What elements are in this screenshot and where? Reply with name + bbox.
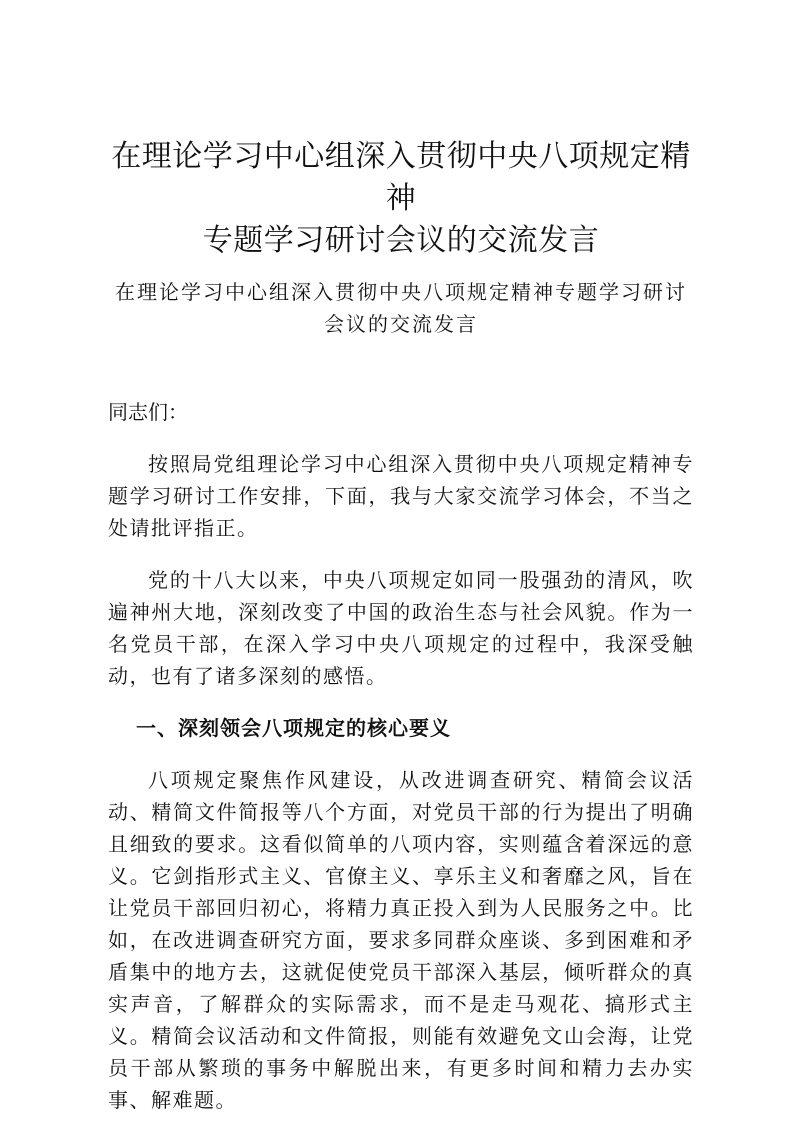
- salutation: 同志们：: [108, 400, 188, 424]
- background-paragraph: 党的十八大以来，中央八项规定如同一股强劲的清风，吹遍神州大地，深刻改变了中国的政治生态与社会风貌。作为一名党员干部，在深入学习中央八项规定的过程中，我深受触动，也有了诸多深刻的感悟。: [108, 568, 694, 688]
- document-title: [108, 136, 694, 262]
- title-line-2: 专题学习研讨会议的交流发言: [202, 223, 600, 258]
- intro-paragraph: 按照局党组理论学习中心组深入贯彻中央八项规定精神专题学习研讨工作安排，下面，我与大家交流学习体会，不当之处请批评指正。: [108, 452, 694, 540]
- section-heading-1: 一、深刻领会八项规定的核心要义: [136, 716, 451, 740]
- title-line-1: 在理论学习中心组深入贯彻中央八项规定精神: [111, 139, 691, 216]
- document-subtitle: 在理论学习中心组深入贯彻中央八项规定精神专题学习研讨会议的交流发言: [115, 280, 687, 336]
- section-1-paragraph: 八项规定聚焦作风建设，从改进调查研究、精简会议活动、精简文件简报等八个方面，对党员干部的行为提出了明确且细致的要求。这看似简单的八项内容，实则蕴含着深远的意义。它剑指形式主义、官僚主义、享乐主义和奢靡之风，旨在让党员干部回归初心，将精力真正投入到为人民服务之中。比如，在改进调查研究方面，要求多同群众座谈、多到困难和矛盾集中的地方去，这就促使党员干部深入基层，倾听群众的真实声音，了解群众的实际需求，而不是走马观花、搞形式主义。精简会议活动和文件简报，则能有效避免文山会海，让党员干部从繁琐的事务中解脱出来，有更多时间和精力去办实事、解难题。: [108, 768, 694, 1112]
- document-page: [108, 136, 694, 1116]
